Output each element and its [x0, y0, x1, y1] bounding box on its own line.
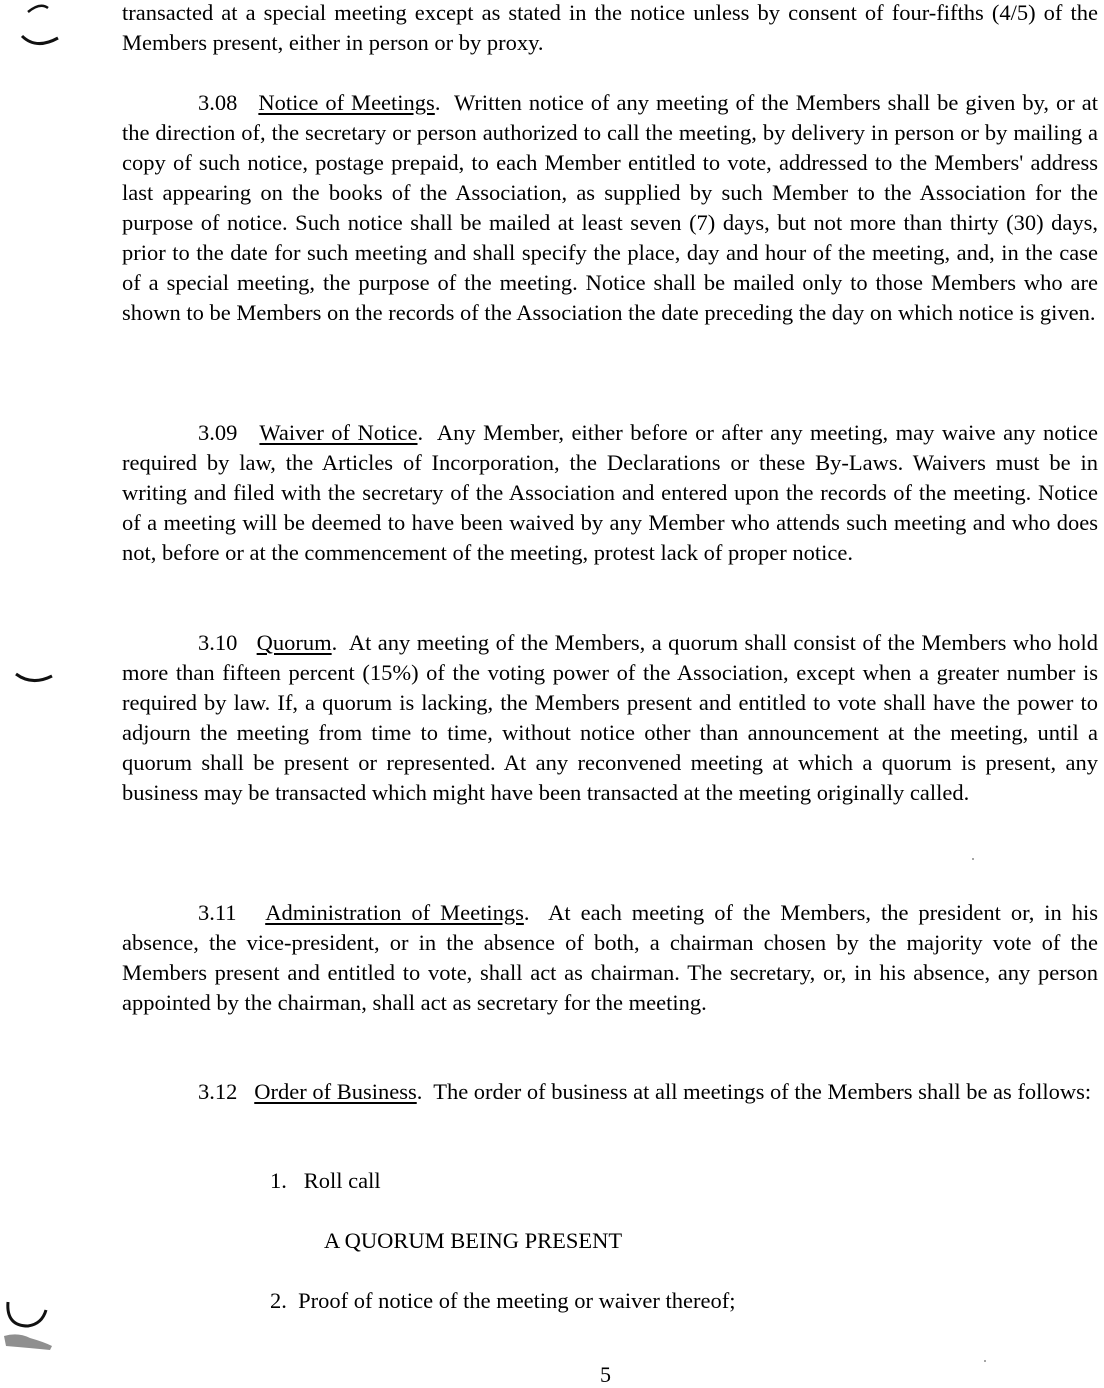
section-heading: Quorum — [256, 630, 332, 655]
punch-hole-mark-bottom — [0, 1288, 60, 1358]
order-item-text: Roll call — [303, 1168, 381, 1193]
order-item-text: Proof of notice of the meeting or waiver thereof; — [298, 1288, 736, 1313]
order-subheading-text: A QUORUM BEING PRESENT — [324, 1228, 623, 1253]
section-body: At any meeting of the Members, a quorum shall consist of the Members who hold more than fifteen percent (15%) of the voting power of the Association, except when a greater number is required by law. If, a quorum is lacking, the Members present and entitled to vote shall have the power to adjourn the meeting from time to time, without notice other than announcement at the meeting, until a quorum shall be present or represented. At any reconvened meeting at which a quorum is present, any business may be transacted which might have been transacted at the meeting originally called. — [122, 630, 1098, 805]
section-body: Written notice of any meeting of the Members shall be given by, or at the direction of, the secretary or person authorized to call the meeting, by delivery in person or by mailing a copy of such notice, postage prepaid, to each Member entitled to vote, addressed to the Members' address last appearing on the books of the Association, as supplied by such Member to the Association for the purpose of notice. Such notice shall be mailed at least seven (7) days, but not more than thirty (30) days, prior to the date for such meeting and shall specify the place, day and hour of the meeting, and, in the case of a special meeting, the purpose of the meeting. Notice shall be mailed only to those Members who are shown to be Members on the records of the Association the date preceding the day on which notice is given. — [122, 90, 1099, 325]
intro-text: transacted at a special meeting except as stated in the notice unless by consent of four-fifths (4/5) of the Members present, either in person or by proxy. — [122, 0, 1098, 55]
order-item-1 — [270, 1166, 381, 1196]
order-item-number: 1. — [270, 1168, 287, 1193]
section-3-10 — [122, 628, 1098, 808]
punch-hole-mark-middle — [12, 668, 60, 692]
section-number: 3.10 — [198, 630, 238, 655]
section-heading: Administration of Meetings — [265, 900, 524, 925]
section-3-11 — [122, 898, 1098, 1018]
section-heading: Waiver of Notice — [259, 420, 418, 445]
scan-speck — [984, 1360, 986, 1362]
order-subheading — [324, 1226, 622, 1256]
section-3-12 — [122, 1077, 1098, 1107]
page-number: 5 — [600, 1362, 611, 1387]
intro-paragraph — [122, 0, 1098, 58]
scan-speck — [972, 858, 974, 860]
section-number: 3.11 — [198, 900, 237, 925]
section-body: At each meeting of the Members, the president or, in his absence, the vice-president, or in the absence of both, a chairman chosen by the majority vote of the Members present and entitled to vote, shall act as chairman. The secretary, or, in his absence, any person appointed by the chairman, shall act as secretary for the meeting. — [122, 900, 1098, 1015]
section-3-08 — [122, 88, 1098, 328]
section-body: The order of business at all meetings of the Members shall be as follows: — [433, 1079, 1092, 1104]
section-paragraph: 3.12 Order of Business. The order of business at all meetings of the Members shall be as follows: — [198, 1079, 1092, 1104]
order-item-number: 2. — [270, 1288, 287, 1313]
section-heading: Notice of Meetings — [258, 90, 435, 115]
section-paragraph: 3.09 Waiver of Notice. Any Member, either before or after any meeting, may waive any notice required by law, the Articles of Incorporation, the Declarations or these By-Laws. Waivers must be in writing and filed with the secretary of the Association and entered upon the records of the meeting. Notice of a meeting will be deemed to have been waived by any Member who attends such meeting and who does not, before or at the commencement of the meeting, protest lack of proper notice. — [122, 420, 1099, 565]
order-item-2 — [270, 1286, 735, 1316]
section-number: 3.09 — [198, 420, 238, 445]
section-body: Any Member, either before or after any meeting, may waive any notice required by law, the Articles of Incorporation, the Declarations or these By-Laws. Waivers must be in writing and filed with the secretary of the Association and entered upon the records of the meeting. Notice of a meeting will be deemed to have been waived by any Member who attends such meeting and who does not, before or at the commencement of the meeting, protest lack of proper notice. — [122, 420, 1099, 565]
section-paragraph: 3.10 Quorum. At any meeting of the Members, a quorum shall consist of the Members who hold more than fifteen percent (15%) of the voting power of the Association, except when a greater number is required by law. If, a quorum is lacking, the Members present and entitled to vote shall have the power to adjourn the meeting from time to time, without notice other than announcement at the meeting, until a quorum shall be present or represented. At any reconvened meeting at which a quorum is present, any business may be transacted which might have been transacted at the meeting originally called. — [122, 630, 1098, 805]
section-number: 3.08 — [198, 90, 238, 115]
section-number: 3.12 — [198, 1079, 238, 1104]
section-heading: Order of Business — [254, 1079, 417, 1104]
section-3-09 — [122, 418, 1098, 568]
punch-hole-mark-top — [18, 0, 66, 52]
section-paragraph: 3.11 Administration of Meetings. At each meeting of the Members, the president or, in his absence, the vice-president, or in the absence of both, a chairman chosen by the majority vote of the Members present and entitled to vote, shall act as chairman. The secretary, or, in his absence, any person appointed by the chairman, shall act as secretary for the meeting. — [122, 900, 1098, 1015]
section-paragraph: 3.08 Notice of Meetings. Written notice of any meeting of the Members shall be given by, or at the direction of, the secretary or person authorized to call the meeting, by delivery in person or by mailing a copy of such notice, postage prepaid, to each Member entitled to vote, addressed to the Members' address last appearing on the books of the Association, as supplied by such Member to the Association for the purpose of notice. Such notice shall be mailed at least seven (7) days, but not more than thirty (30) days, prior to the date for such meeting and shall specify the place, day and hour of the meeting, and, in the case of a special meeting, the purpose of the meeting. Notice shall be mailed only to those Members who are shown to be Members on the records of the Association the date preceding the day on which notice is given. — [122, 90, 1099, 325]
